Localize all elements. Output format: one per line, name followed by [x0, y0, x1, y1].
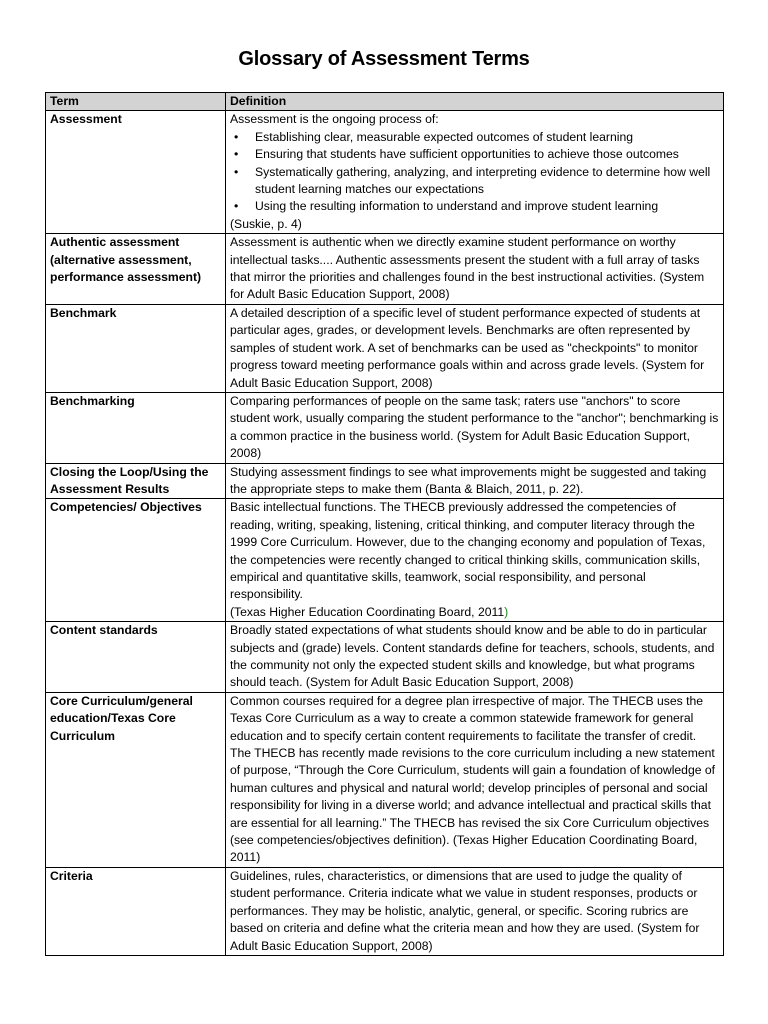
definition-column-header: Definition	[226, 93, 724, 111]
definition-assessment	[226, 111, 724, 234]
table-row	[46, 499, 724, 622]
table-header-row	[46, 93, 724, 111]
page-title: Glossary of Assessment Terms	[238, 48, 530, 70]
term-column-header: Term	[46, 93, 226, 111]
definition-text: Basic intellectual functions. The THECB previously addressed the competencies of reading, writing, speaking, listening, critical thinking, and computer literacy through the 1999 Core Curriculum. However, due to the changing economy and population of Texas, the competencies were recently changed to critical thinking skills, communication skills, empirical and quantitative skills, teamwork, social responsibility, and personal responsibility.	[230, 500, 706, 602]
glossary-table	[45, 92, 724, 956]
term-authentic-assessment: Authentic assessment (alternative assessment, performance assessment)	[46, 234, 226, 305]
definition-competencies-objectives	[226, 499, 724, 622]
table-row	[46, 692, 724, 867]
table-row	[46, 234, 724, 305]
definition-benchmark: A detailed description of a specific level of student performance expected of students at particular ages, grades, or development levels. Benchmarks are often represented by samples of student work. A set of benchmarks can be used as "checkpoints" to monitor progress toward meeting performance goals within and across grade levels. (System for Adult Basic Education Support, 2008)	[226, 304, 724, 392]
list-item: • Using the resulting information to understand and improve student learning	[230, 198, 720, 215]
term-core-curriculum: Core Curriculum/general education/Texas Core Curriculum	[46, 692, 226, 867]
term-assessment: Assessment	[46, 111, 226, 234]
list-item: • Systematically gathering, analyzing, and interpreting evidence to determine how well student learning matches our expectations	[230, 164, 720, 199]
definition-content-standards: Broadly stated expectations of what students should know and be able to do in particular subjects and (grade) levels. Content standards define for teachers, schools, students, and the community not only the expected student skills and knowledge, but what programs should teach. (System for Adult Basic Education Support, 2008)	[226, 622, 724, 693]
list-item: • Establishing clear, measurable expected outcomes of student learning	[230, 129, 720, 146]
definition-intro: Assessment is the ongoing process of:	[230, 112, 439, 127]
term-benchmarking: Benchmarking	[46, 392, 226, 463]
citation-text: (Texas Higher Education Coordinating Board, 2011	[230, 604, 505, 619]
term-criteria: Criteria	[46, 867, 226, 955]
table-row	[46, 111, 724, 234]
definition-closing-the-loop: Studying assessment findings to see what improvements might be suggested and taking the appropriate steps to make them (Banta & Blaich, 2011, p. 22).	[226, 463, 724, 499]
table-row	[46, 622, 724, 693]
term-benchmark: Benchmark	[46, 304, 226, 392]
term-content-standards: Content standards	[46, 622, 226, 693]
table-row	[46, 867, 724, 955]
definition-core-curriculum: Common courses required for a degree plan irrespective of major. The THECB uses the Texas Core Curriculum as a way to create a common statewide framework for general education and to specify certain content requirements to facilitate the transfer of credit. The THECB has recently made revisions to the core curriculum including a new statement of purpose, “Through the Core Curriculum, students will gain a foundation of knowledge of human cultures and physical and natural world; develop principles of personal and social responsibility for living in a diverse world; and advance intellectual and practical skills that are essential for all learning.” The THECB has revised the six Core Curriculum objectives (see competencies/objectives definition). (Texas Higher Education Coordinating Board, 2011)	[226, 692, 724, 867]
term-competencies-objectives: Competencies/ Objectives	[46, 499, 226, 622]
definition-criteria: Guidelines, rules, characteristics, or dimensions that are used to judge the quality of student performance. Criteria indicate what we value in student responses, products or performances. They may be holistic, analytic, general, or specific. Scoring rubrics are based on criteria and define what the criteria mean and how they are used. (System for Adult Basic Education Support, 2008)	[226, 867, 724, 955]
table-row	[46, 304, 724, 392]
bullet-list	[230, 129, 720, 216]
table-row	[46, 463, 724, 499]
definition-citation: (Suskie, p. 4)	[230, 216, 302, 231]
definition-citation	[230, 604, 720, 621]
definition-authentic-assessment: Assessment is authentic when we directly examine student performance on worthy intellectual tasks.... Authentic assessments present the student with a full array of tasks that mirror the priorities and challenges found in the best instructional activities. (System for Adult Basic Education Support, 2008)	[226, 234, 724, 305]
table-row	[46, 392, 724, 463]
list-item: • Ensuring that students have sufficient opportunities to achieve those outcomes	[230, 146, 720, 163]
definition-benchmarking: Comparing performances of people on the same task; raters use "anchors" to score student work, usually comparing the student performance to the "anchor"; benchmarking is a common practice in the business world. (System for Adult Basic Education Support, 2008)	[226, 392, 724, 463]
citation-closing-paren: )	[504, 604, 509, 619]
term-closing-the-loop: Closing the Loop/Using the Assessment Results	[46, 463, 226, 499]
